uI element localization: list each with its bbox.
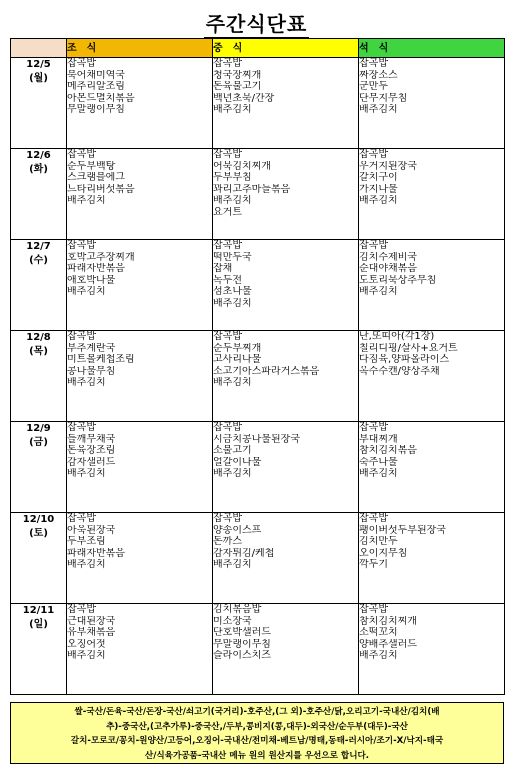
day-of-week: (금)	[29, 437, 48, 448]
lunch-cell	[213, 149, 359, 240]
menu-item: 메추리알조림	[67, 81, 125, 93]
origin-notice-line: 갈치-모로코/꽁치-원양산/고등어,오징어-국내산/전미채-베트남/명태,동태-러시아/조기-X/낙지-태국	[70, 736, 444, 746]
breakfast-cell	[67, 149, 213, 240]
origin-notice-line: 산/식육가공품-국내산 메뉴 원의 원산지를 우선으로 합니다.	[144, 750, 370, 761]
day-of-week: (수)	[29, 255, 48, 266]
menu-item: 팽이버섯두부된장국	[359, 524, 446, 536]
day-row	[11, 422, 505, 513]
menu-item: 짜장소스	[359, 69, 398, 81]
menu-item: 잡곡밥	[359, 422, 388, 433]
menu-item: 오이지무침	[359, 547, 408, 559]
menu-item: 배추김치	[67, 650, 106, 662]
menu-item: 시금치콩나물된장국	[213, 433, 300, 445]
menu-item: 갈치구이	[359, 172, 398, 184]
menu-item: 녹두전	[213, 274, 242, 286]
menu-item: 배추김치	[67, 468, 106, 480]
day-date: 12/5	[26, 59, 51, 70]
menu-item: 북어채미역국	[67, 69, 125, 81]
menu-item: 잡곡밥	[213, 422, 242, 433]
breakfast-cell	[67, 422, 213, 513]
lunch-cell	[213, 240, 359, 331]
header-breakfast: 조식	[67, 39, 213, 58]
breakfast-cell	[67, 240, 213, 331]
dinner-cell	[359, 513, 505, 604]
lunch-cell	[213, 422, 359, 513]
day-date: 12/8	[26, 332, 51, 343]
day-row	[11, 331, 505, 422]
breakfast-cell	[67, 331, 213, 422]
dinner-cell	[359, 604, 505, 695]
menu-item: 가지나물	[359, 183, 398, 195]
origin-notice	[10, 702, 504, 764]
menu-item: 돈육장조림	[67, 445, 116, 457]
menu-item: 감자샐러드	[67, 456, 116, 468]
menu-item: 애호박나물	[67, 274, 116, 286]
menu-item: 아몬드멸치볶음	[67, 92, 135, 104]
menu-item: 옥수수캔/양상추채	[359, 365, 440, 377]
menu-item: 양송이스프	[213, 524, 262, 536]
menu-item: 잡곡밥	[359, 604, 388, 615]
dinner-cell	[359, 422, 505, 513]
day-row	[11, 604, 505, 695]
menu-item: 다짐육,양파올라이스	[359, 354, 450, 366]
breakfast-cell	[67, 513, 213, 604]
day-date: 12/11	[22, 605, 55, 616]
menu-item: 배추김치	[67, 195, 106, 207]
menu-item: 고사리나물	[213, 354, 262, 366]
menu-item: 김치볶음밥	[213, 604, 262, 615]
menu-item: 배추김치	[359, 195, 398, 207]
header-dinner: 석식	[359, 39, 505, 58]
menu-item: 단무지무침	[359, 92, 408, 104]
menu-item: 배추김치	[359, 650, 398, 662]
day-date: 12/10	[22, 514, 55, 525]
menu-item: 요거트	[213, 206, 242, 218]
menu-item: 잡곡밥	[67, 604, 96, 615]
menu-item: 순대야채볶음	[359, 263, 417, 275]
breakfast-cell	[67, 604, 213, 695]
menu-item: 잡곡밥	[359, 58, 388, 69]
day-row	[11, 149, 505, 240]
header-row	[11, 39, 505, 58]
menu-item: 잡곡밥	[67, 513, 96, 524]
menu-item: 잡곡밥	[67, 58, 96, 69]
menu-item: 유부채볶음	[67, 627, 116, 639]
day-date-cell	[11, 149, 67, 240]
day-of-week: (일)	[29, 619, 48, 630]
day-of-week: (목)	[29, 346, 48, 357]
menu-item: 두부조림	[67, 536, 106, 548]
menu-item: 배추김치	[213, 468, 252, 480]
menu-item: 파래자반볶음	[67, 547, 125, 559]
menu-item: 부추계란국	[67, 342, 116, 354]
day-date: 12/9	[26, 423, 51, 434]
menu-item: 참치김치찌개	[359, 615, 417, 627]
weekly-menu-table	[10, 38, 505, 695]
menu-item: 배추김치	[213, 559, 252, 571]
dinner-cell	[359, 331, 505, 422]
header-date	[11, 39, 67, 58]
menu-item: 소고기아스파라거스볶음	[213, 365, 320, 377]
day-of-week: (월)	[29, 73, 48, 84]
day-date-cell	[11, 58, 67, 149]
menu-item: 미트볼케첩조림	[67, 354, 135, 366]
menu-item: 아욱된장국	[67, 524, 116, 536]
lunch-cell	[213, 331, 359, 422]
menu-item: 두부부침	[213, 172, 252, 184]
lunch-cell	[213, 513, 359, 604]
menu-item: 스크램블에그	[67, 172, 125, 184]
menu-item: 배추김치	[67, 377, 106, 389]
menu-item: 콩나물무침	[67, 365, 116, 377]
menu-item: 백년초묵/간장	[213, 92, 275, 104]
breakfast-cell	[67, 58, 213, 149]
menu-item: 무말랭이무침	[67, 104, 125, 116]
menu-item: 군만두	[359, 81, 388, 93]
menu-item: 돈육불고기	[213, 81, 262, 93]
lunch-cell	[213, 604, 359, 695]
day-date: 12/6	[26, 150, 51, 161]
menu-item: 배추김치	[359, 468, 398, 480]
menu-item: 잡곡밥	[213, 240, 242, 251]
day-date-cell	[11, 422, 67, 513]
menu-item: 느타리버섯볶음	[67, 183, 135, 195]
day-of-week: (화)	[29, 164, 48, 175]
dinner-cell	[359, 149, 505, 240]
menu-item: 청국장찌개	[213, 69, 262, 81]
menu-item: 잡곡밥	[359, 149, 388, 160]
menu-item: 단호박샐러드	[213, 627, 271, 639]
menu-item: 근대된장국	[67, 615, 116, 627]
menu-item: 참치김치볶음	[359, 445, 417, 457]
menu-item: 순두부찌개	[213, 342, 262, 354]
menu-item: 잡곡밥	[213, 513, 242, 524]
menu-item: 소떡꼬치	[359, 627, 398, 639]
menu-item: 떡만두국	[213, 251, 252, 263]
day-date-cell	[11, 513, 67, 604]
menu-item: 김치만두	[359, 536, 398, 548]
menu-item: 양배추샐러드	[359, 638, 417, 650]
day-date-cell	[11, 604, 67, 695]
day-date-cell	[11, 240, 67, 331]
menu-item: 소불고기	[213, 445, 252, 457]
menu-item: 감자튀김/케첩	[213, 547, 275, 559]
menu-item: 깍두기	[359, 559, 388, 571]
menu-item: 잡곡밥	[213, 331, 242, 342]
menu-item: 순두부백탕	[67, 160, 116, 172]
menu-item: 우거지된장국	[359, 160, 417, 172]
day-row	[11, 240, 505, 331]
menu-item: 호박고추장찌개	[67, 251, 135, 263]
menu-item: 배추김치	[213, 297, 252, 309]
menu-item: 배추김치	[213, 104, 252, 116]
menu-item: 잡곡밥	[67, 331, 96, 342]
menu-item: 잡채	[213, 263, 233, 275]
menu-item: 잡곡밥	[67, 422, 96, 433]
menu-item: 숙주나물	[359, 456, 398, 468]
origin-notice-line: 추)-중국산,(고추가루)-중국산,/두부,콩비지(콩,대두)-외국산/순두부(대두)-국산	[106, 721, 408, 732]
menu-item: 배추김치	[213, 377, 252, 389]
origin-notice-line: 쌀-국산/돈육-국산/돈장-국산/쇠고기(국거리)-호주산,(그 외)-호주산/닭,오리고기-국내산/김치(배	[74, 707, 440, 717]
day-of-week: (토)	[29, 528, 48, 539]
day-date: 12/7	[26, 241, 51, 252]
menu-item: 꽈리고추마늘볶음	[213, 183, 291, 195]
dinner-cell	[359, 240, 505, 331]
menu-item: 김치수제비국	[359, 251, 417, 263]
menu-item: 칠리디핑/살사+요거트	[359, 342, 458, 354]
day-date-cell	[11, 331, 67, 422]
menu-item: 배추김치	[67, 559, 106, 571]
page-title: 주간식단표	[0, 8, 513, 37]
menu-item: 잡곡밥	[213, 149, 242, 160]
menu-item: 파래자반볶음	[67, 263, 125, 275]
menu-item: 부대찌개	[359, 433, 398, 445]
menu-item: 배추김치	[213, 195, 252, 207]
menu-item: 잡곡밥	[359, 240, 388, 251]
menu-item: 잡곡밥	[359, 513, 388, 524]
menu-item: 슬라이스치즈	[213, 650, 271, 662]
day-row	[11, 58, 505, 149]
menu-item: 돈까스	[213, 536, 242, 548]
menu-item: 난,또띠아(각1장)	[359, 331, 435, 342]
menu-item: 얼갈이나물	[213, 456, 262, 468]
menu-item: 어묵김치찌개	[213, 160, 271, 172]
menu-item: 배추김치	[67, 286, 106, 298]
menu-item: 배추김치	[359, 104, 398, 116]
menu-item: 미소장국	[213, 615, 252, 627]
menu-item: 잡곡밥	[67, 240, 96, 251]
menu-item: 배추김치	[359, 286, 398, 298]
menu-item: 들깨무채국	[67, 433, 116, 445]
menu-item: 잡곡밥	[67, 149, 96, 160]
lunch-cell	[213, 58, 359, 149]
day-row	[11, 513, 505, 604]
menu-item: 잡곡밥	[213, 58, 242, 69]
menu-item: 무말랭이무침	[213, 638, 271, 650]
menu-item: 오징어젓	[67, 638, 106, 650]
dinner-cell	[359, 58, 505, 149]
header-lunch: 중식	[213, 39, 359, 58]
menu-item: 도토리묵상추무침	[359, 274, 437, 286]
menu-item: 섬초나물	[213, 286, 252, 298]
